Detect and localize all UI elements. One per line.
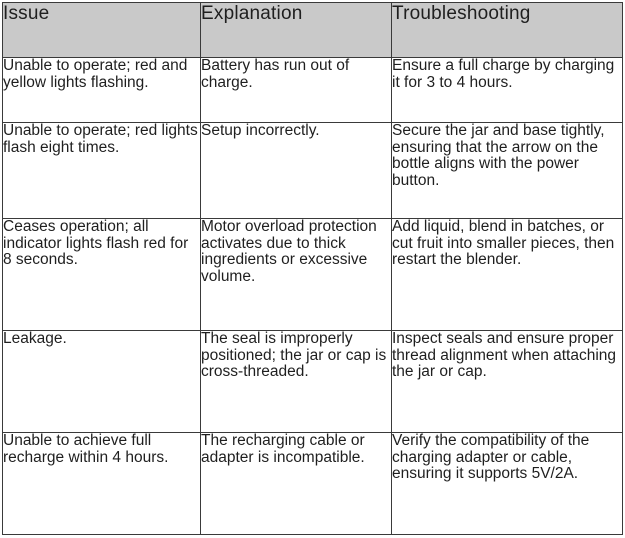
issue-cell xyxy=(3,123,201,219)
table-row xyxy=(3,433,623,535)
troubleshooting-text: Add liquid, blend in batches, or cut fruit into smaller pieces, then restart the blender. xyxy=(392,218,615,268)
troubleshooting-cell xyxy=(392,433,623,535)
explanation-text: Battery has run out of charge. xyxy=(201,57,350,91)
issue-cell xyxy=(3,331,201,433)
issue-text: Ceases operation; all indicator lights flash red for 8 seconds. xyxy=(3,218,189,268)
explanation-text: Setup incorrectly. xyxy=(201,122,320,139)
explanation-cell xyxy=(201,433,392,535)
table-header xyxy=(3,3,623,58)
header-issue: Issue xyxy=(3,3,201,58)
troubleshooting-table xyxy=(2,2,623,535)
issue-text: Unable to achieve full recharge within 4 hours. xyxy=(3,432,169,466)
table-row xyxy=(3,123,623,219)
troubleshooting-cell xyxy=(392,219,623,331)
table-row xyxy=(3,219,623,331)
explanation-text: The recharging cable or adapter is incompatible. xyxy=(201,432,365,466)
troubleshooting-text: Ensure a full charge by charging it for 3 to 4 hours. xyxy=(392,57,615,91)
issue-text: Unable to operate; red lights flash eight times. xyxy=(3,122,198,156)
explanation-text: Motor overload protection activates due to thick ingredients or excessive volume. xyxy=(201,218,377,285)
issue-text: Leakage. xyxy=(3,330,67,347)
table-row xyxy=(3,58,623,123)
table-body xyxy=(3,58,623,535)
explanation-text: The seal is improperly positioned; the jar or cap is cross-threaded. xyxy=(201,330,387,380)
troubleshooting-cell xyxy=(392,331,623,433)
header-explanation: Explanation xyxy=(201,3,392,58)
explanation-cell xyxy=(201,123,392,219)
troubleshooting-text: Verify the compatibility of the charging adapter or cable, ensuring it supports 5V/2A. xyxy=(392,432,590,482)
issue-cell xyxy=(3,433,201,535)
explanation-cell xyxy=(201,331,392,433)
header-troubleshooting: Troubleshooting xyxy=(392,3,623,58)
issue-text: Unable to operate; red and yellow lights flashing. xyxy=(3,57,188,91)
troubleshooting-text: Inspect seals and ensure proper thread alignment when attaching the jar or cap. xyxy=(392,330,617,380)
header-row xyxy=(3,3,623,58)
explanation-cell xyxy=(201,219,392,331)
explanation-cell xyxy=(201,58,392,123)
issue-cell xyxy=(3,219,201,331)
table-row xyxy=(3,331,623,433)
troubleshooting-cell xyxy=(392,123,623,219)
troubleshooting-cell xyxy=(392,58,623,123)
issue-cell xyxy=(3,58,201,123)
troubleshooting-text: Secure the jar and base tightly, ensuring that the arrow on the bottle aligns with the power button. xyxy=(392,122,605,189)
